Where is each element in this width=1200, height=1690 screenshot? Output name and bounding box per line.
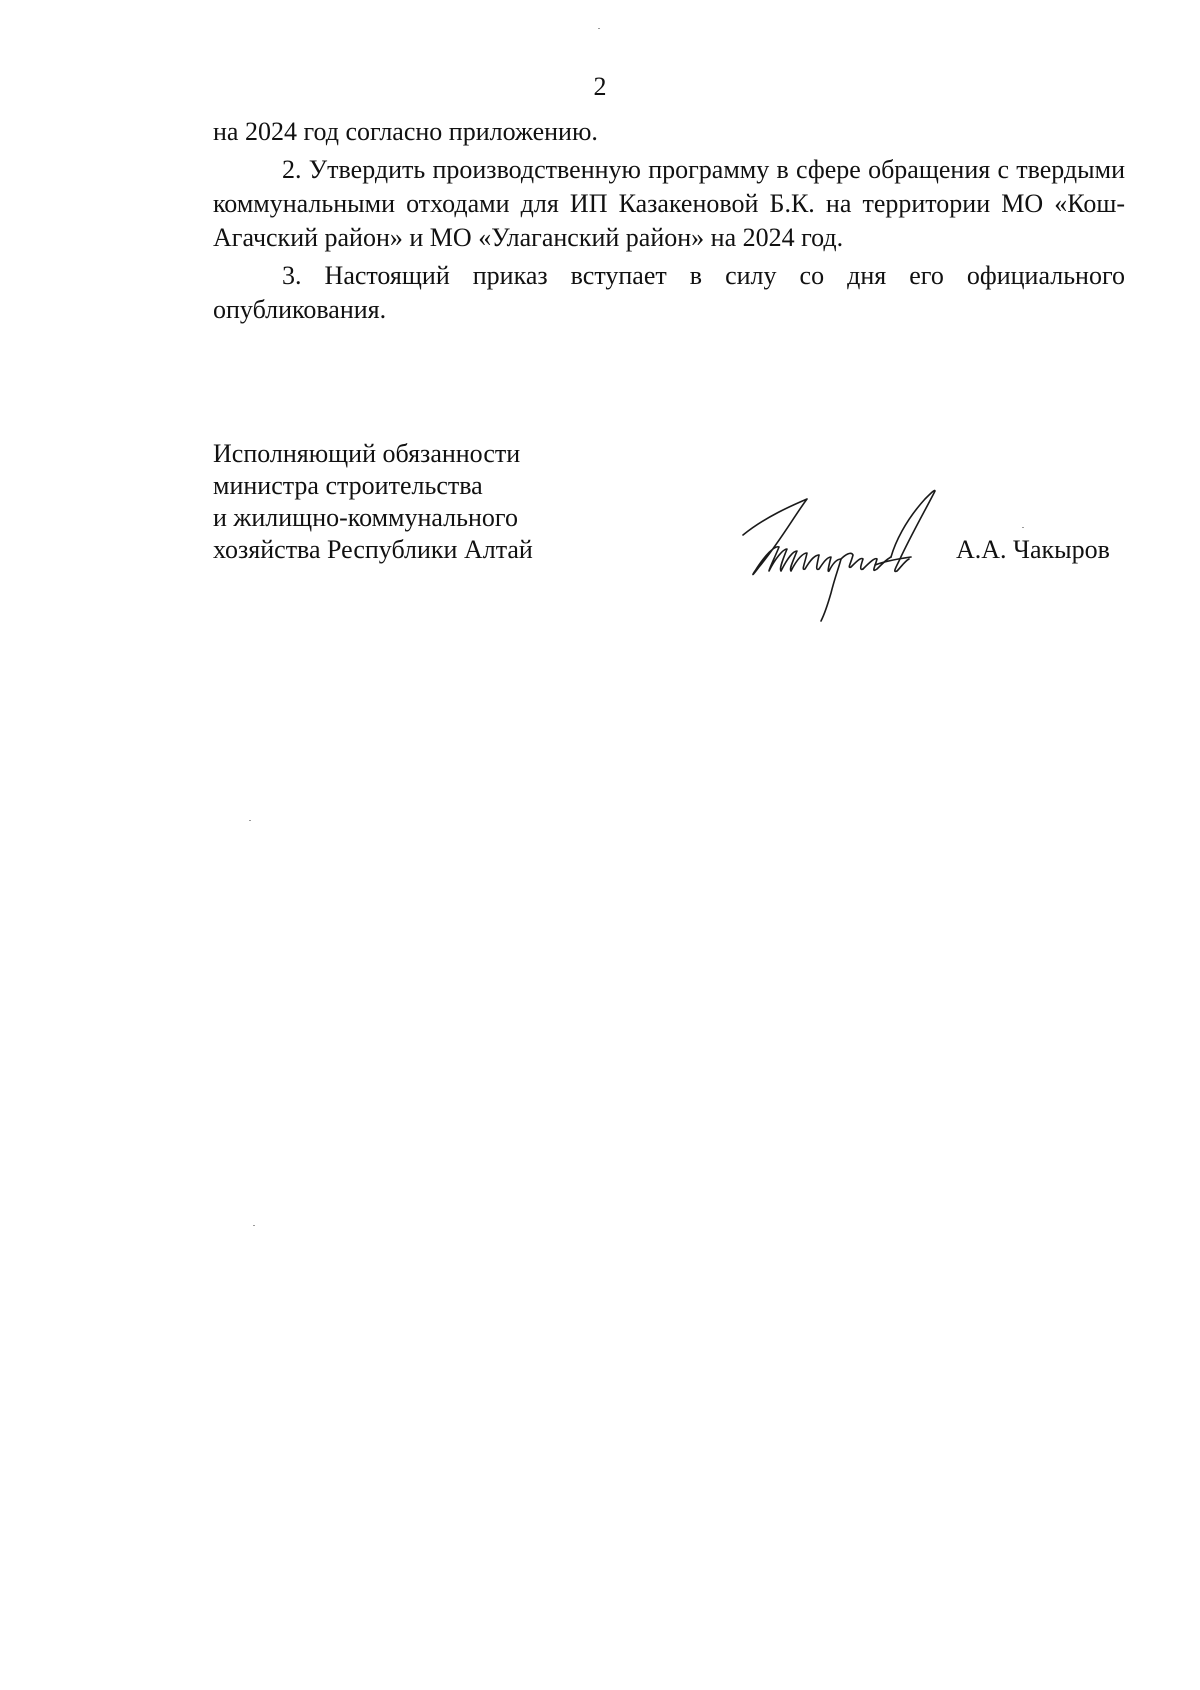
scan-artifact: [249, 820, 251, 821]
position-line: и жилищно-коммунального: [213, 503, 518, 532]
position-line: министра строительства: [213, 471, 483, 500]
paragraph-item-3: 3. Настоящий приказ вступает в силу со дня его официального опубликования.: [213, 261, 1125, 324]
scan-artifact: [1022, 527, 1024, 528]
paragraph-item-2: 2. Утвердить производственную программу в сфере обращения с твердыми коммунальными отходами для ИП Казакеновой Б.К. на территории МО «Кош-Агачский район» и МО «Улаганский район» на 2024 год.: [213, 155, 1125, 252]
document-body: [213, 115, 1125, 331]
position-line: Исполняющий обязанности: [213, 439, 521, 468]
signatory-position: [213, 438, 533, 566]
signer-name: А.А. Чакыров: [956, 535, 1110, 564]
page-number: 2: [593, 72, 607, 101]
paragraph-continuation: на 2024 год согласно приложению.: [213, 117, 598, 146]
handwritten-signature-icon: [735, 485, 955, 625]
scan-artifact: [253, 1225, 255, 1226]
scan-artifact: [598, 28, 600, 29]
position-line: хозяйства Республики Алтай: [213, 535, 533, 564]
